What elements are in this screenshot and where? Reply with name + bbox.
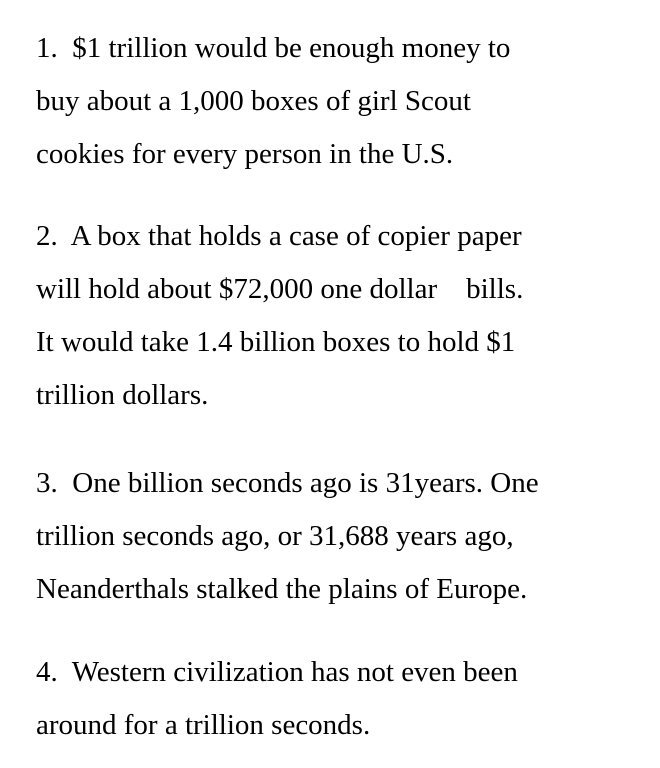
text-line: Neanderthals stalked the plains of Europe.	[36, 573, 528, 605]
text-line: trillion seconds ago, or 31,688 years ago,	[36, 520, 514, 552]
text-line: 2. A box that holds a case of copier paper	[36, 220, 522, 252]
text-line: It would take 1.4 billion boxes to hold $1	[36, 326, 516, 358]
text-line: 4. Western civilization has not even been	[36, 656, 518, 688]
fact-item-3	[36, 457, 646, 616]
text-line: 3. One billion seconds ago is 31years. One	[36, 467, 539, 499]
text-line: cookies for every person in the U.S.	[36, 138, 454, 170]
text-line: trillion dollars.	[36, 379, 209, 411]
text-line: buy about a 1,000 boxes of girl Scout	[36, 85, 471, 117]
fact-item-1	[36, 22, 646, 181]
fact-item-4	[36, 646, 646, 752]
text-line: 1. $1 trillion would be enough money to	[36, 32, 511, 64]
fact-item-2	[36, 210, 646, 422]
text-line: will hold about $72,000 one dollar bills.	[36, 273, 524, 305]
document-body	[36, 22, 646, 752]
text-line: around for a trillion seconds.	[36, 709, 371, 741]
